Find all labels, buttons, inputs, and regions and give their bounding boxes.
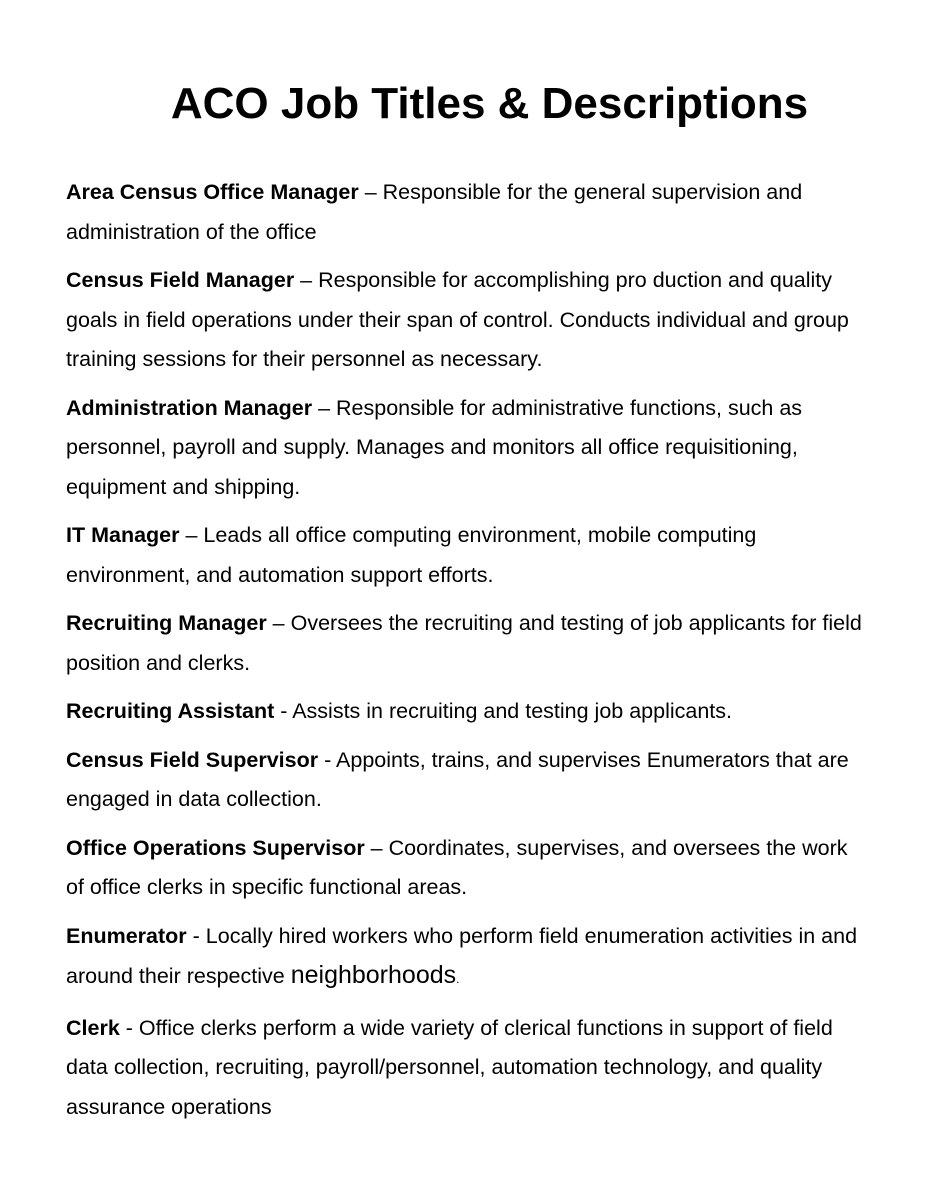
job-title: Census Field Supervisor <box>66 747 319 772</box>
job-description: Office clerks perform a wide variety of clerical functions in support of field data collection, recruiting, payroll/personnel, automation technology, and quality assurance operations <box>66 1015 833 1119</box>
separator: – <box>358 180 383 204</box>
job-description-list <box>66 173 866 1136</box>
separator: – <box>364 835 389 860</box>
job-entry-clerk <box>66 1009 866 1128</box>
job-title: Recruiting Manager <box>66 611 267 635</box>
job-entry-it-manager <box>66 516 866 595</box>
job-description: Responsible for the general supervision and administration of the office <box>66 180 803 244</box>
job-entry-enumerator <box>66 917 866 1000</box>
job-title: Clerk <box>66 1015 120 1040</box>
end-period: . <box>456 972 460 986</box>
job-description: Assists in recruiting and testing job applicants. <box>292 699 732 723</box>
job-description: Oversees the recruiting and testing of job applicants for field position and clerks. <box>66 611 862 675</box>
separator: - <box>119 1015 139 1040</box>
job-entry-administration-manager <box>66 389 866 508</box>
separator: - <box>318 747 337 772</box>
job-entry-census-field-supervisor <box>66 741 866 820</box>
job-description: Appoints, trains, and supervises Enumerators that are engaged in data collection. <box>66 747 849 811</box>
job-description: Responsible for administrative functions, such as personnel, payroll and supply. Manages and monitors all office requisitioning, equipment and shipping. <box>66 395 803 499</box>
job-title: IT Manager <box>66 523 180 547</box>
job-entry-recruiting-manager <box>66 604 866 683</box>
separator: - <box>186 923 206 948</box>
job-title: Area Census Office Manager <box>66 180 359 204</box>
job-entry-recruiting-assistant <box>66 692 866 732</box>
separator: – <box>312 395 336 420</box>
job-title: Administration Manager <box>66 395 313 420</box>
job-description: Coordinates, supervises, and oversees the work of office clerks in specific functional areas. <box>66 835 848 899</box>
job-title: Office Operations Supervisor <box>66 835 365 860</box>
separator: – <box>294 268 319 292</box>
separator: - <box>274 699 293 723</box>
page-title: ACO Job Titles & Descriptions <box>170 79 809 128</box>
job-description: Locally hired workers who perform field enumeration activities in and around their respective <box>66 923 858 988</box>
job-entry-census-field-manager <box>66 261 866 380</box>
separator: – <box>266 611 291 635</box>
separator: – <box>179 523 204 547</box>
job-title: Enumerator <box>66 923 187 948</box>
job-entry-office-operations-supervisor <box>66 829 866 908</box>
job-title: Recruiting Assistant <box>66 699 275 723</box>
job-description: Responsible for accomplishing pro duction and quality goals in field operations under their span of control. Conducts individual and group training sessions for their personnel as necessary. <box>66 268 849 371</box>
emphasized-word: neighborhoods <box>290 961 457 989</box>
job-title: Census Field Manager <box>66 268 295 292</box>
job-entry-area-census-office-manager <box>66 173 866 252</box>
job-description: Leads all office computing environment, mobile computing environment, and automation support efforts. <box>66 523 757 587</box>
